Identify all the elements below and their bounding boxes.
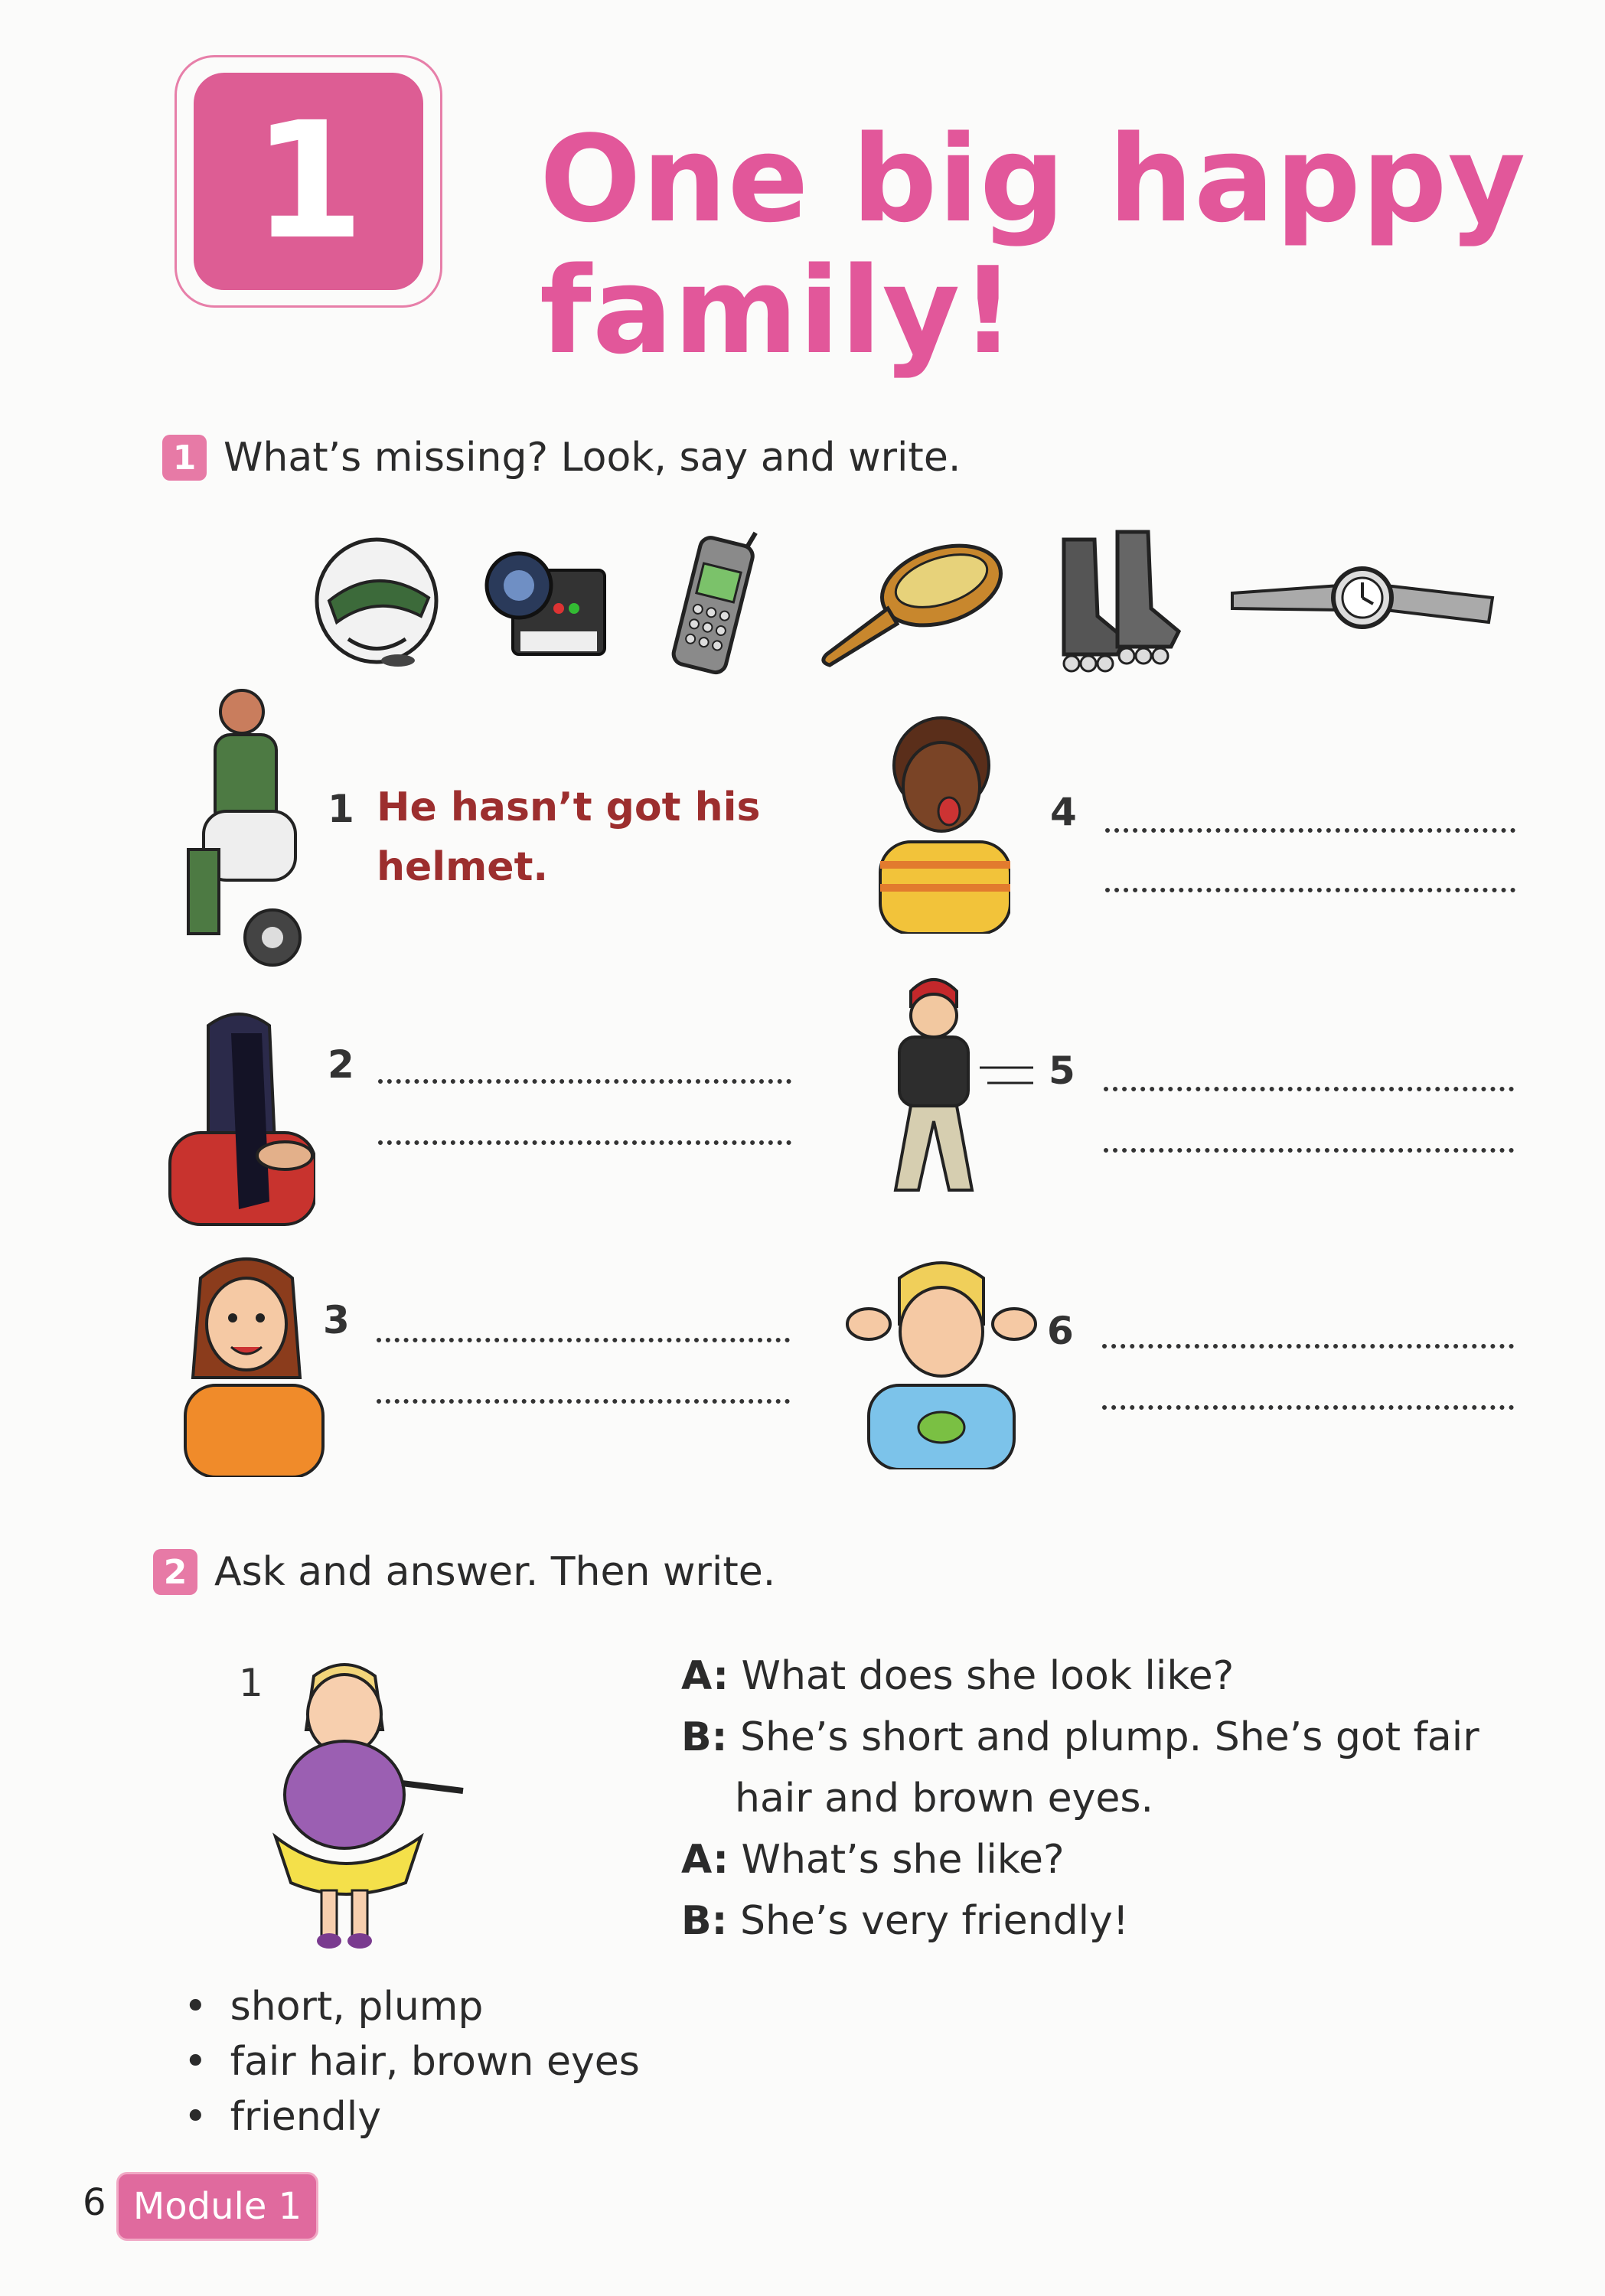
girl-orange-shirt-illustration <box>170 1247 331 1477</box>
bullet-item: • short, plump <box>184 1979 640 2034</box>
helmet-icon <box>306 524 444 677</box>
exercise-1-number: 1 <box>162 435 207 481</box>
exercise-1-instruction: What’s missing? Look, say and write. <box>223 435 961 481</box>
hairbrush-icon <box>811 524 1010 677</box>
unit-title <box>540 109 1535 380</box>
roller-skates-icon <box>1041 524 1194 677</box>
item-2-line-1[interactable] <box>378 1079 791 1084</box>
plump-girl-illustration <box>245 1661 467 1952</box>
dialogue-line-2-cont: hair and brown eyes. <box>735 1776 1153 1821</box>
camera-icon <box>475 524 612 677</box>
item-1-answer-line1: He hasn’t got his <box>377 784 761 830</box>
dialogue-text: She’s very friendly! <box>739 1898 1129 1944</box>
watch-icon <box>1225 524 1500 677</box>
dialogue-line-1 <box>681 1645 1561 1707</box>
exercise-2-instruction: Ask and answer. Then write. <box>214 1549 776 1595</box>
item-4-line-1[interactable] <box>1105 828 1515 833</box>
item-5-line-2[interactable] <box>1104 1148 1514 1153</box>
dialogue-speaker: B: <box>681 1898 728 1944</box>
item-5-number: 5 <box>1049 1049 1075 1093</box>
object-strip <box>306 520 1500 681</box>
item-6-line-2[interactable] <box>1102 1405 1514 1410</box>
item-2-line-2[interactable] <box>378 1140 791 1145</box>
dialogue-speaker: A: <box>681 1837 729 1883</box>
bullet-item: • friendly <box>184 2089 640 2144</box>
dialogue-speaker: B: <box>681 1714 728 1760</box>
item-3-number: 3 <box>323 1298 350 1342</box>
boy-on-scooter-illustration <box>173 673 318 980</box>
boy-skating-illustration <box>865 968 1041 1228</box>
dialogue-line-2 <box>681 1707 1561 1768</box>
bullet-item: • fair hair, brown eyes <box>184 2034 640 2089</box>
exercise-2-picture-number: 1 <box>239 1661 263 1705</box>
module-tab: Module 1 <box>116 2172 318 2241</box>
dialogue-text: What’s she like? <box>741 1837 1065 1883</box>
dialogue-line-4 <box>681 1890 1561 1952</box>
item-1-number: 1 <box>328 787 354 831</box>
unit-title-line2: family! <box>540 241 1016 380</box>
boy-scratching-head-illustration <box>838 1255 1045 1469</box>
dialogue-text: What does she look like? <box>741 1653 1235 1699</box>
dialogue-text: She’s short and plump. She’s got fair <box>739 1714 1479 1760</box>
item-5-line-1[interactable] <box>1104 1087 1514 1091</box>
mobile-phone-icon <box>643 524 781 677</box>
dialogue-speaker: A: <box>681 1653 729 1699</box>
item-1-answer-line2: helmet. <box>377 844 549 890</box>
boy-on-phone-illustration <box>873 704 1010 934</box>
exercise-2-number: 2 <box>153 1549 197 1595</box>
exercise-1-header <box>162 435 961 481</box>
unit-badge <box>175 55 442 308</box>
item-1-answer <box>377 778 760 897</box>
item-4-line-2[interactable] <box>1105 888 1515 892</box>
item-6-line-1[interactable] <box>1102 1344 1514 1349</box>
dialogue-line-3 <box>681 1829 1561 1890</box>
exercise-2-header <box>153 1549 775 1595</box>
description-bullets <box>184 1979 640 2144</box>
unit-number: 1 <box>194 73 423 290</box>
item-6-number: 6 <box>1047 1309 1074 1353</box>
dialogue <box>681 1645 1561 1952</box>
page-number: 6 <box>83 2181 106 2224</box>
item-3-line-1[interactable] <box>377 1338 790 1342</box>
girl-brushing-hair-illustration <box>162 1003 315 1232</box>
item-2-number: 2 <box>328 1042 354 1087</box>
unit-title-line1: One big happy <box>540 109 1527 249</box>
item-3-line-2[interactable] <box>377 1399 790 1404</box>
item-4-number: 4 <box>1050 790 1077 834</box>
